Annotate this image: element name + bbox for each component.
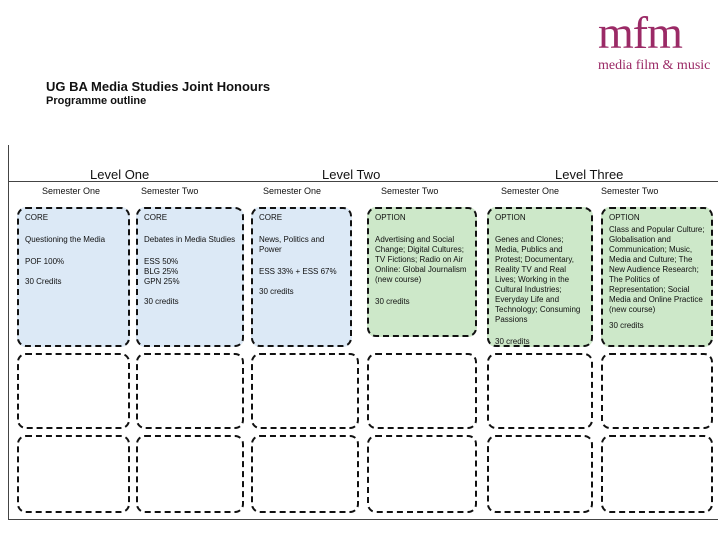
empty-module-slot[interactable] bbox=[601, 353, 713, 429]
module-type: CORE bbox=[25, 213, 49, 222]
module-assessment: POF 100% bbox=[25, 257, 65, 266]
level-three-heading: Level Three bbox=[555, 167, 624, 182]
grid-left-border bbox=[8, 145, 9, 520]
mfm-logo bbox=[598, 7, 716, 82]
module-credits: 30 Credits bbox=[25, 277, 62, 286]
grid-bottom-border bbox=[8, 519, 718, 520]
module-name: Debates in Media Studies bbox=[144, 235, 236, 244]
empty-module-slot[interactable] bbox=[251, 353, 359, 429]
empty-module-slot[interactable] bbox=[367, 435, 477, 513]
empty-module-slot[interactable] bbox=[17, 435, 130, 513]
level-two-heading: Level Two bbox=[322, 167, 381, 182]
empty-module-slot[interactable] bbox=[601, 435, 713, 513]
logo-text: media film & music bbox=[598, 58, 711, 73]
module-card-l2-s2[interactable] bbox=[367, 207, 477, 337]
semester-label: Semester One bbox=[263, 186, 322, 196]
semester-label: Semester Two bbox=[381, 186, 439, 196]
empty-module-slot[interactable] bbox=[136, 435, 244, 513]
module-card-l3-s2[interactable] bbox=[601, 207, 713, 347]
level-one-heading: Level One bbox=[90, 167, 150, 182]
module-type: OPTION bbox=[375, 213, 406, 222]
logo-mark: mfm bbox=[598, 7, 682, 58]
empty-module-slot[interactable] bbox=[487, 353, 593, 429]
module-card-l2-s1[interactable] bbox=[251, 207, 352, 347]
module-card-l3-s1[interactable] bbox=[487, 207, 593, 347]
module-assessment: ESS 33% + ESS 67% bbox=[259, 267, 337, 276]
module-credits: 30 credits bbox=[259, 287, 294, 296]
semester-label: Semester Two bbox=[601, 186, 659, 196]
module-name: Class and Popular Culture; Globalisation and Communication; Music, Media and Culture; The New Audience Research; The Politics of Representation; Social Media and Online Practice (new course) bbox=[609, 225, 705, 314]
module-name: Genes and Clones; Media, Publics and Protest; Documentary, Reality TV and Real Lives; Working in the Cultural Industries; Everyday Life and Technology; Consuming Passions bbox=[495, 235, 581, 324]
programme-grid bbox=[8, 145, 718, 520]
page-title: UG BA Media Studies Joint Honours bbox=[46, 79, 271, 94]
module-type: OPTION bbox=[495, 213, 526, 222]
module-type: CORE bbox=[259, 213, 283, 222]
module-name: News, Politics and Power bbox=[259, 235, 325, 254]
empty-module-slot[interactable] bbox=[367, 353, 477, 429]
module-type: CORE bbox=[144, 213, 168, 222]
module-card-l1-s2[interactable] bbox=[136, 207, 244, 347]
empty-module-slot[interactable] bbox=[136, 353, 244, 429]
module-assessment: ESS 50% BLG 25% GPN 25% bbox=[144, 257, 180, 286]
page-subtitle: Programme outline bbox=[46, 95, 147, 107]
module-credits: 30 credits bbox=[375, 297, 410, 306]
empty-module-slot[interactable] bbox=[487, 435, 593, 513]
empty-module-slot[interactable] bbox=[251, 435, 359, 513]
empty-module-slot[interactable] bbox=[17, 353, 130, 429]
module-type: OPTION bbox=[609, 213, 640, 222]
module-credits: 30 credits bbox=[609, 321, 644, 330]
module-name: Questioning the Media bbox=[25, 235, 106, 244]
module-card-l1-s1[interactable] bbox=[17, 207, 130, 347]
module-credits: 30 credits bbox=[495, 337, 530, 346]
module-name: Advertising and Social Change; Digital Cultures; TV Fictions; Radio on Air Online: Global Journalism (new course) bbox=[375, 235, 467, 284]
semester-label: Semester Two bbox=[141, 186, 199, 196]
module-credits: 30 credits bbox=[144, 297, 179, 306]
semester-label: Semester One bbox=[501, 186, 560, 196]
semester-label: Semester One bbox=[42, 186, 101, 196]
